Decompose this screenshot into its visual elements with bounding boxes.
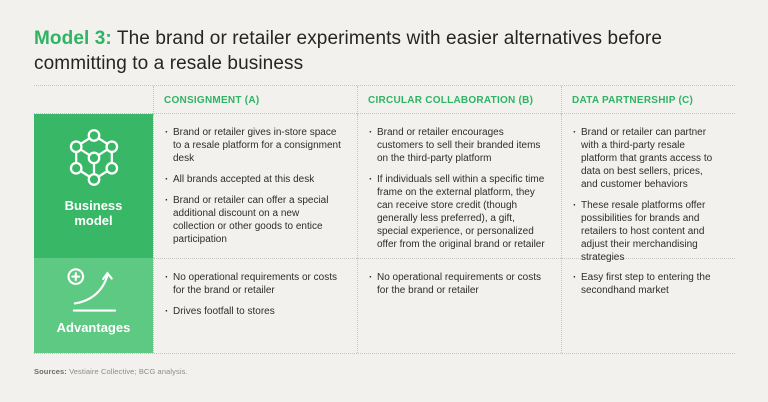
list-item: · If individuals sell within a specific time frame on the external platform, they can receive store credit (though generally less preferred), a gift, special experience, or personalized offer from the original brand or retailer — [368, 173, 547, 251]
cell-business-model-consignment — [153, 114, 357, 258]
column-header-data-partnership: DATA PARTNERSHIP (C) — [561, 86, 735, 114]
row-header-label: Business model — [64, 198, 123, 228]
list-item: · Easy first step to entering the secondhand market — [572, 271, 721, 297]
list-item: · Drives footfall to stores — [164, 305, 343, 318]
list-item: · Brand or retailer can partner with a third-party resale platform that grants access to data on best sellers, prices, and customer behaviors — [572, 126, 721, 191]
cell-business-model-circular-collaboration — [357, 114, 561, 258]
row-header-business-model — [34, 114, 153, 258]
title-text: The brand or retailer experiments with easier alternatives before committing to a resale business — [34, 28, 663, 74]
growth-arrow-icon — [65, 267, 123, 313]
row-header-label: Advantages — [56, 320, 131, 335]
comparison-table — [34, 85, 735, 354]
list-item: · No operational requirements or costs for the brand or retailer — [164, 271, 343, 297]
column-header-circular-collaboration: CIRCULAR COLLABORATION (B) — [357, 86, 561, 114]
cell-advantages-circular-collaboration — [357, 258, 561, 353]
cell-advantages-data-partnership — [561, 258, 735, 353]
row-header-advantages — [34, 258, 153, 353]
column-header-consignment: CONSIGNMENT (A) — [153, 86, 357, 114]
list-item: · All brands accepted at this desk — [164, 173, 343, 186]
sources-note — [34, 367, 735, 376]
list-item: · Brand or retailer can offer a special additional discount on a new collection or other goods to entice participation — [164, 194, 343, 246]
list-item: · Brand or retailer encourages customers to sell their branded items on the third-party platform — [368, 126, 547, 165]
cell-business-model-data-partnership — [561, 114, 735, 263]
cell-advantages-consignment — [153, 258, 357, 353]
list-item: · Brand or retailer gives in-store space to a resale platform for a consignment desk — [164, 126, 343, 165]
list-item: · These resale platforms offer possibilities for brands and retailers to host content and adjust their merchandising strategies — [572, 199, 721, 264]
sources-text: Vestiaire Collective; BCG analysis. — [69, 367, 188, 376]
table-corner-cell — [34, 86, 153, 114]
network-cube-icon — [64, 127, 124, 187]
sources-label: Sources: — [34, 367, 67, 376]
page-title — [34, 26, 709, 76]
list-item: · No operational requirements or costs for the brand or retailer — [368, 271, 547, 297]
title-model-label: Model 3: — [34, 28, 112, 49]
